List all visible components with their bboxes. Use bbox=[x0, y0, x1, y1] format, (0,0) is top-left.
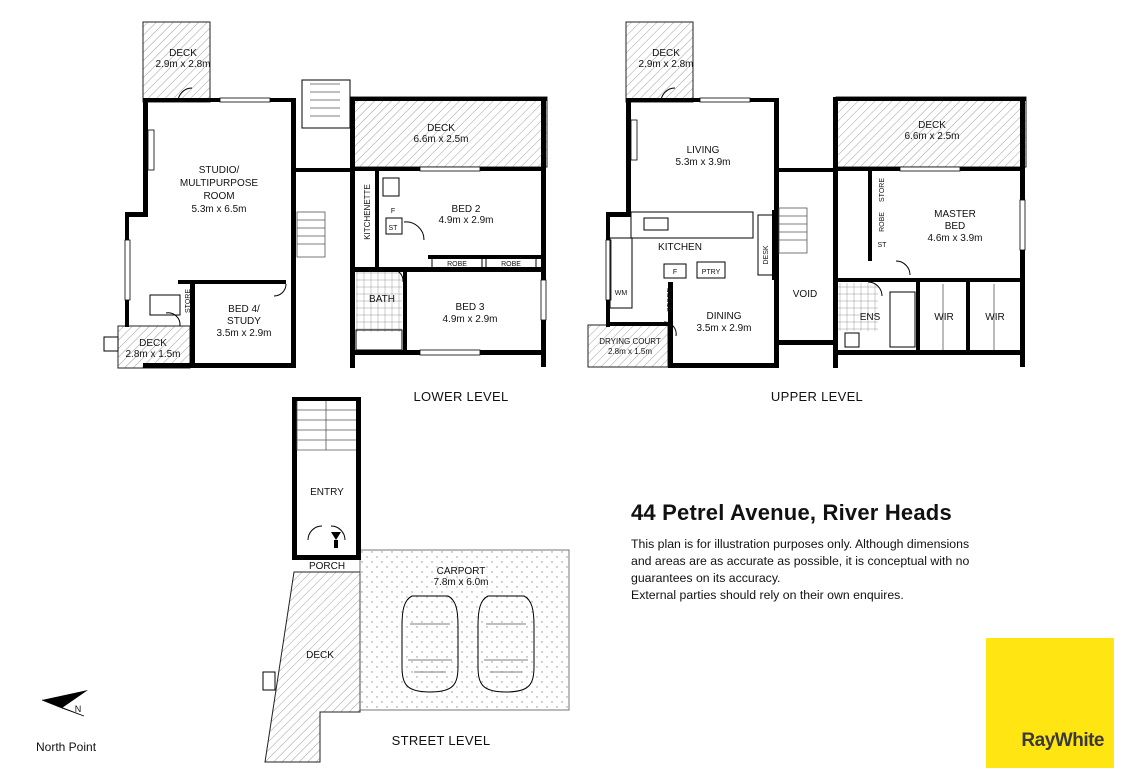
kitchen-label: KITCHEN bbox=[658, 242, 702, 253]
lower-store-label: STORE bbox=[185, 289, 192, 313]
lower-fridge-label: F bbox=[390, 208, 396, 215]
robe1-label: ROBE bbox=[447, 261, 467, 268]
living-name: LIVING bbox=[686, 145, 720, 156]
porch-label: PORCH bbox=[308, 561, 346, 572]
street-level-title: STREET LEVEL bbox=[391, 733, 491, 748]
carport-name: CARPORT bbox=[436, 566, 486, 577]
bed4-dims: 3.5m x 2.9m bbox=[216, 328, 272, 339]
property-address: 44 Petrel Avenue, River Heads bbox=[631, 500, 952, 525]
bed4-line1: BED 4/ bbox=[228, 304, 260, 315]
studio-line3: ROOM bbox=[203, 191, 235, 202]
pantry-label: PTRY bbox=[701, 269, 721, 276]
bed3-name: BED 3 bbox=[455, 302, 485, 313]
dining-name: DINING bbox=[706, 311, 742, 322]
robe2-label: ROBE bbox=[501, 261, 521, 268]
north-glyph: N bbox=[74, 704, 82, 714]
upper-ensuite-tiles bbox=[838, 283, 878, 331]
street-deck bbox=[265, 572, 360, 762]
disclaimer-line: External parties should rely on their own enquires. bbox=[631, 588, 904, 602]
upper-st-label: ST bbox=[877, 242, 887, 249]
wir1-label: WIR bbox=[934, 312, 954, 323]
upper-level-title: UPPER LEVEL bbox=[770, 389, 864, 404]
disclaimer-line: guarantees on its accuracy. bbox=[631, 571, 781, 585]
bath-label: BATH bbox=[369, 294, 395, 305]
upper-drying-court bbox=[588, 325, 668, 367]
dining-dims: 3.5m x 2.9m bbox=[696, 323, 752, 334]
street-deck-label: DECK bbox=[306, 650, 334, 661]
living-dims: 5.3m x 3.9m bbox=[675, 157, 731, 168]
upper-store-label: STORE bbox=[667, 288, 674, 312]
drying-court-dims: 2.8m x 1.5m bbox=[607, 347, 653, 356]
kitchenette-label: KITCHENETTE bbox=[363, 184, 372, 240]
title-block bbox=[631, 500, 1031, 604]
lower-deck-c-name: DECK bbox=[139, 338, 167, 349]
desk-label: DESK bbox=[763, 245, 770, 265]
studio-line2: MULTIPURPOSE bbox=[179, 178, 259, 189]
bed2-name: BED 2 bbox=[451, 204, 481, 215]
lower-deck-b-name: DECK bbox=[427, 123, 455, 134]
lower-st-label: ST bbox=[388, 225, 398, 232]
upper-robe-label: ROBE bbox=[879, 212, 886, 232]
north-point-label: North Point bbox=[36, 740, 97, 754]
upper-fridge-label: F bbox=[672, 269, 678, 276]
master-line1: MASTER bbox=[934, 209, 976, 220]
wm-label: WM bbox=[614, 290, 628, 297]
disclaimer-line: and areas are as accurate as possible, it is conceptual with no bbox=[631, 554, 970, 568]
upper-deck-a-dims: 2.9m x 2.8m bbox=[638, 59, 694, 70]
upper-deck-a-name: DECK bbox=[652, 48, 680, 59]
bed4-line2: STUDY bbox=[227, 316, 261, 327]
bed3-dims: 4.9m x 2.9m bbox=[442, 314, 498, 325]
street-level-plan bbox=[263, 397, 569, 762]
master-line2: BED bbox=[944, 221, 966, 232]
lower-deck-a-name: DECK bbox=[169, 48, 197, 59]
carport-dims: 7.8m x 6.0m bbox=[433, 577, 489, 588]
upper-deck-b-dims: 6.6m x 2.5m bbox=[904, 131, 960, 142]
disclaimer-line: This plan is for illustration purposes only. Although dimensions bbox=[631, 537, 970, 551]
disclaimer bbox=[631, 536, 1031, 604]
ensuite-label: ENS bbox=[859, 312, 881, 323]
entry-label: ENTRY bbox=[310, 487, 344, 498]
drying-court-name: DRYING COURT bbox=[599, 337, 661, 346]
bed2-dims: 4.9m x 2.9m bbox=[438, 215, 494, 226]
studio-dims: 5.3m x 6.5m bbox=[191, 204, 247, 215]
wir2-label: WIR bbox=[985, 312, 1005, 323]
lower-deck-c-dims: 2.8m x 1.5m bbox=[125, 349, 181, 360]
master-dims: 4.6m x 3.9m bbox=[927, 233, 983, 244]
lower-deck-a-dims: 2.9m x 2.8m bbox=[155, 59, 211, 70]
raywhite-logo-text: RayWhite bbox=[1021, 730, 1104, 751]
void-label: VOID bbox=[792, 289, 818, 300]
lower-level-plan bbox=[104, 22, 547, 404]
raywhite-logo bbox=[986, 638, 1114, 768]
studio-line1: STUDIO/ bbox=[198, 165, 240, 176]
upper-store2-label: STORE bbox=[879, 178, 886, 202]
upper-deck-b-name: DECK bbox=[918, 120, 946, 131]
lower-level-title: LOWER LEVEL bbox=[413, 389, 509, 404]
north-arrow-icon bbox=[42, 690, 88, 716]
lower-deck-b-dims: 6.6m x 2.5m bbox=[413, 134, 469, 145]
upper-level-plan bbox=[588, 22, 1026, 404]
